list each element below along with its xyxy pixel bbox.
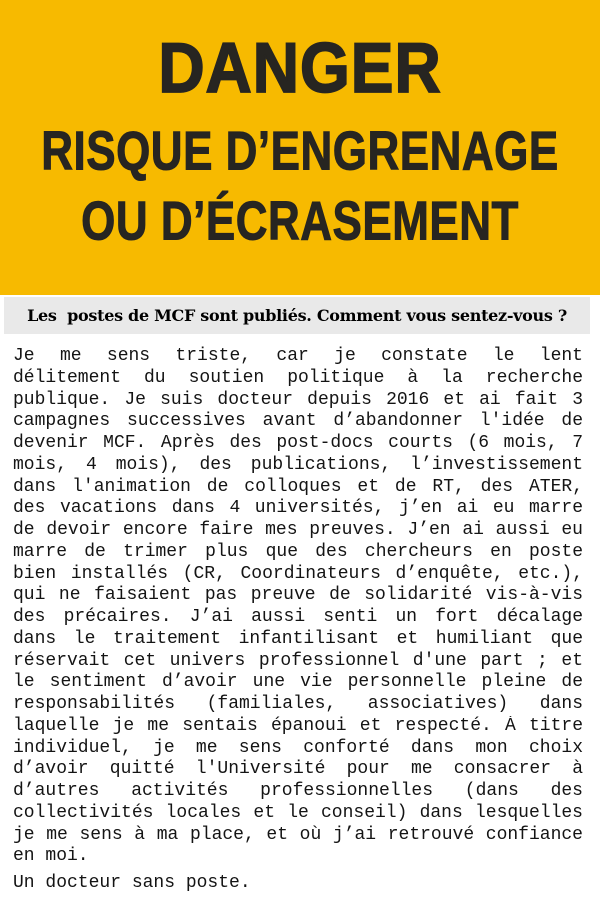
testimonial-body [13, 346, 583, 895]
body-text-line: dans l'animation de colloques et de RT, des ATER, [13, 476, 583, 497]
body-text-line: qui ne faisaient pas preuve de solidarité vis-à-vis [13, 585, 583, 606]
body-text-line: délitement du soutien politique à la recherche [13, 367, 583, 388]
body-text-line: des vacations dans 4 universités, j’en ai eu marre [13, 498, 583, 519]
body-text-line: mois, 4 mois), des publications, l’investissement [13, 454, 583, 475]
body-text-line: en moi. [13, 846, 89, 867]
question-bar: Les postes de MCF sont publiés. Comment vous sentez-vous ? [4, 297, 590, 334]
body-text-line: le sentiment d’avoir une vie personnelle pleine de [13, 672, 583, 693]
body-text-line: collectivités locales et le conseil) dans lesquelles [13, 802, 583, 823]
body-text-line: Je me sens triste, car je constate le lent [13, 346, 583, 366]
body-text-line: marre de trimer plus que des chercheurs en poste [13, 541, 583, 562]
body-text-line: je me sens à ma place, et où j’ai retrouvé confiance [13, 824, 583, 845]
body-text-line: responsabilités (familiales, associatives) dans [13, 694, 583, 714]
body-text-line: individuel, je me sens conforté dans mon choix [13, 737, 583, 758]
danger-sign-banner [0, 0, 600, 295]
sign-title: DANGER [158, 28, 442, 108]
sign-subtitle-line-2: OU D’ÉCRASEMENT [81, 190, 519, 252]
body-text-line: publique. Je suis docteur depuis 2016 et ai fait 3 [13, 389, 583, 410]
body-text-line: devenir MCF. Après des post-docs courts (6 mois, 7 [13, 433, 583, 453]
body-text-line: réservait cet univers professionnel d'une part ; et [13, 650, 583, 671]
body-text-line: d’avoir quitté l'Université pour me consacrer à [13, 759, 583, 780]
body-text-line: de devoir encore faire mes preuves. J’en ai aussi eu [13, 520, 583, 540]
body-text-line: d’autres activités professionnelles (dans des [13, 781, 583, 801]
body-text-line: des précaires. J’ai aussi senti un fort décalage [13, 607, 583, 627]
body-text-line: dans le traitement infantilisant et humiliant que [13, 628, 583, 649]
signature: Un docteur sans poste. [13, 873, 251, 893]
sign-subtitle-line-1: RISQUE D’ENGRENAGE [41, 120, 559, 182]
body-text-line: bien installés (CR, Coordinateurs d’enquête, etc.), [13, 563, 583, 584]
body-text-line: laquelle je me sentais épanoui et respecté. À titre [13, 715, 583, 736]
body-text-line: campagnes successives avant d’abandonner l'idée de [13, 411, 583, 432]
